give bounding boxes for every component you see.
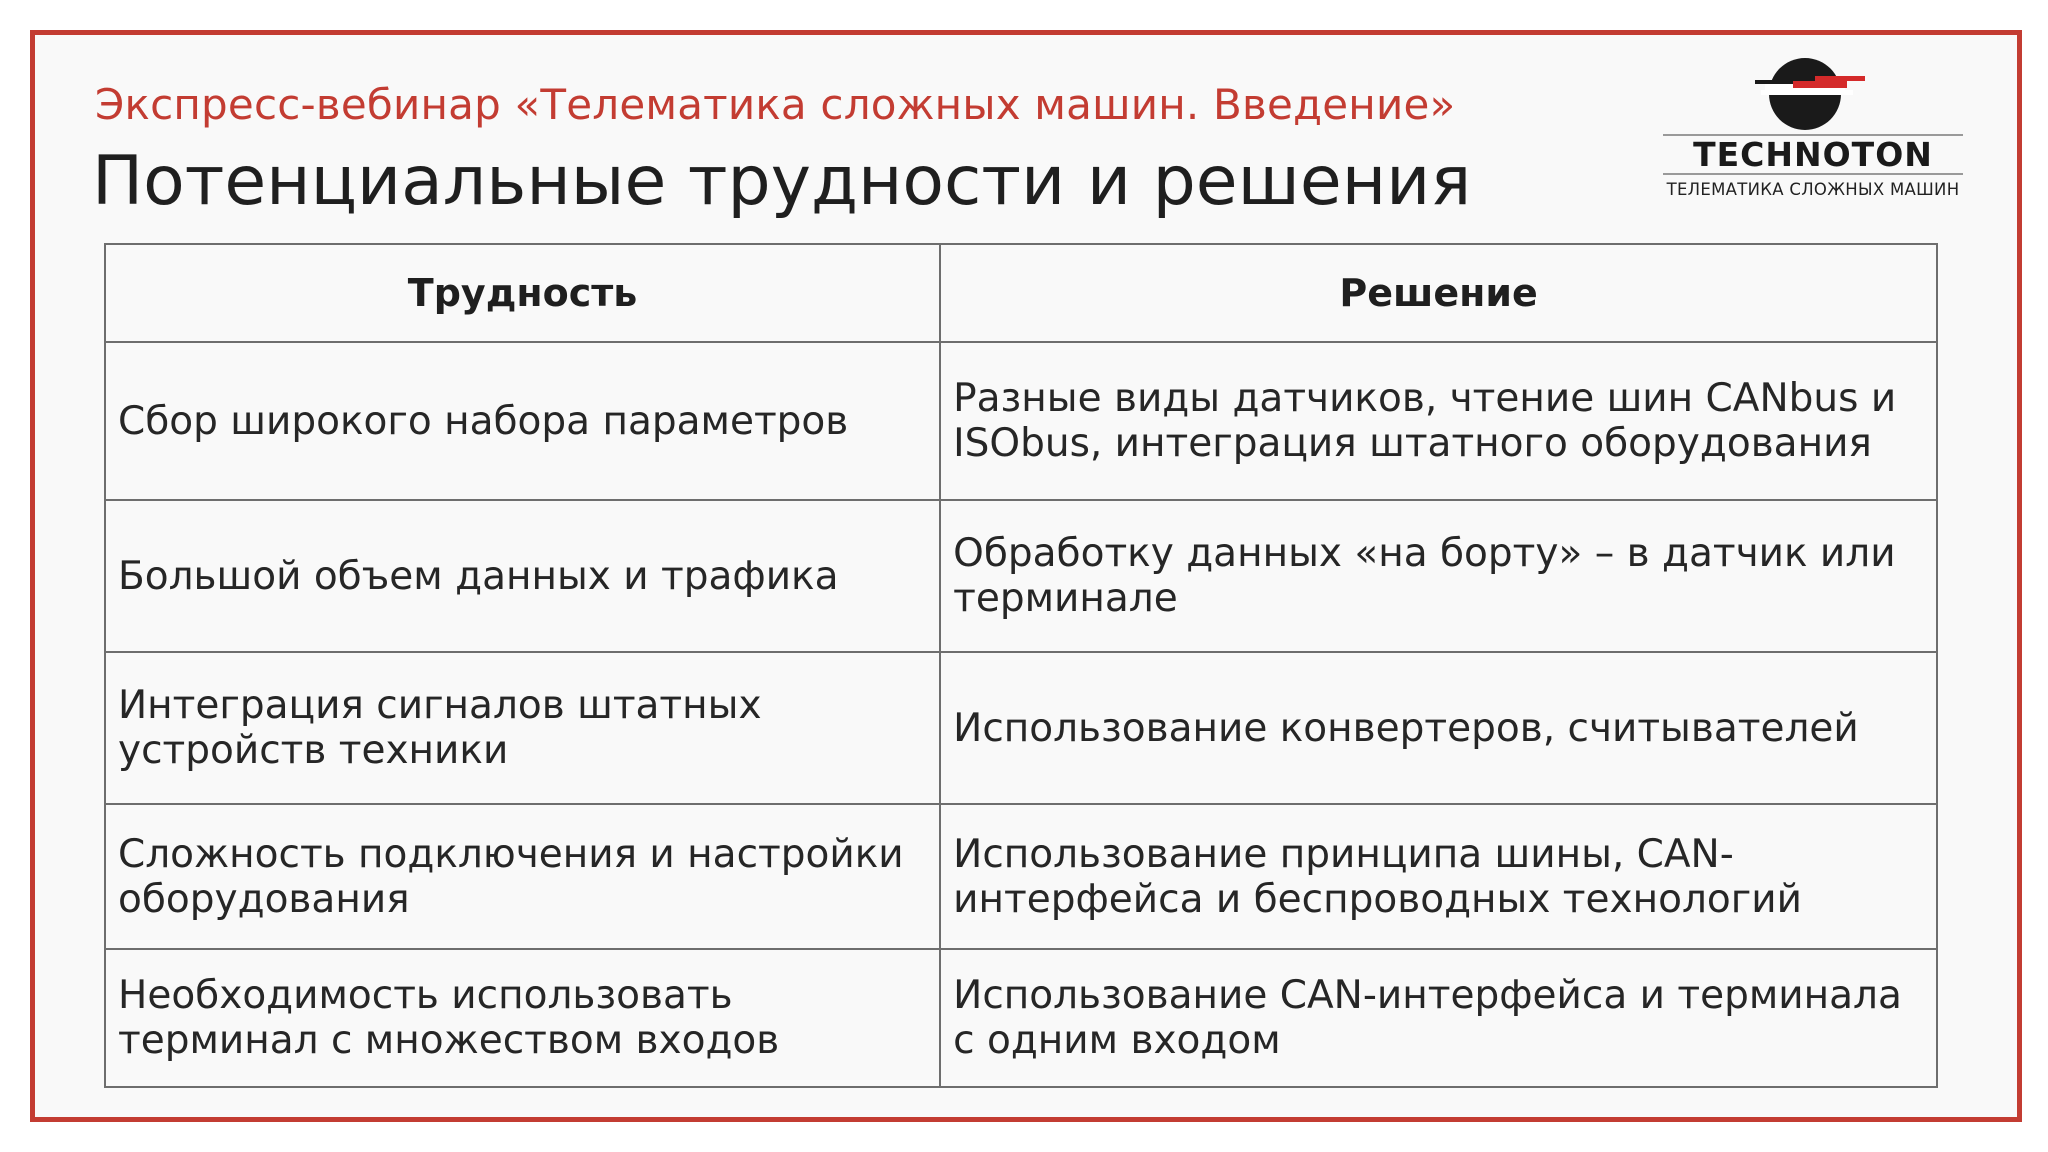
logo-wordmark: TECHNOTON (1663, 134, 1963, 175)
webinar-subtitle: Экспресс-вебинар «Телематика сложных машин. Введение» (95, 80, 1456, 129)
difficulty-cell: Большой объем данных и трафика (105, 500, 940, 652)
solution-cell: Использование принципа шины, CAN-интерфейса и беспроводных технологий (940, 804, 1937, 949)
difficulty-cell: Необходимость использовать терминал с множеством входов (105, 949, 940, 1087)
table-row (105, 949, 1937, 1087)
table-row (105, 804, 1937, 949)
solution-cell: Обработку данных «на борту» – в датчик или терминале (940, 500, 1937, 652)
difficulty-cell: Сбор широкого набора параметров (105, 342, 940, 500)
difficulty-cell: Интеграция сигналов штатных устройств техники (105, 652, 940, 804)
logo-emblem-icon (1655, 52, 1975, 142)
column-header-solution: Решение (940, 244, 1937, 342)
page-title: Потенциальные трудности и решения (92, 142, 1472, 221)
solution-cell: Использование CAN-интерфейса и терминала с одним входом (940, 949, 1937, 1087)
difficulty-cell: Сложность подключения и настройки оборудования (105, 804, 940, 949)
technoton-logo (1655, 52, 1975, 212)
table-header-row (105, 244, 1937, 342)
solution-cell: Использование конвертеров, считывателей (940, 652, 1937, 804)
logo-tagline: ТЕЛЕМАТИКА СЛОЖНЫХ МАШИН (1666, 180, 1960, 199)
column-header-difficulty: Трудность (105, 244, 940, 342)
table-row (105, 652, 1937, 804)
solution-cell: Разные виды датчиков, чтение шин CANbus и ISObus, интеграция штатного оборудования (940, 342, 1937, 500)
difficulties-solutions-table (104, 243, 1938, 1088)
table-row (105, 500, 1937, 652)
table-row (105, 342, 1937, 500)
